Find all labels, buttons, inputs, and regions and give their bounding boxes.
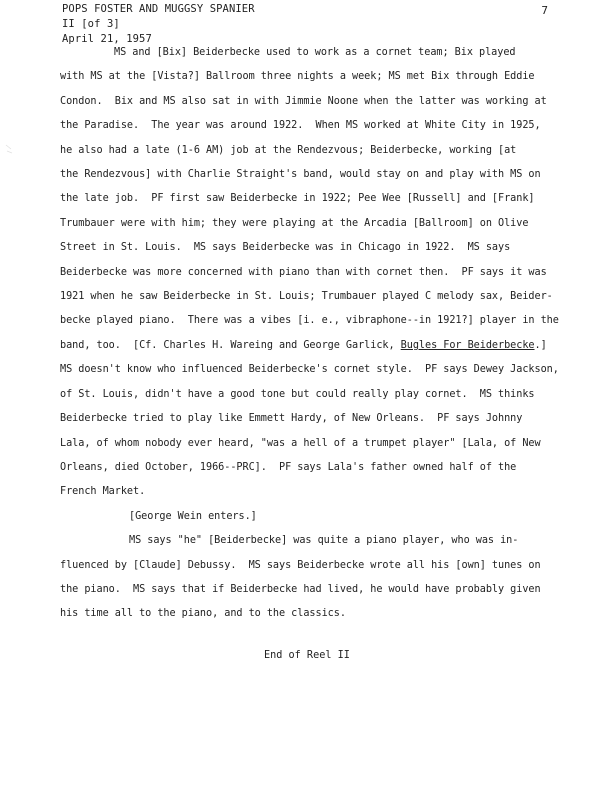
stage-note: [George Wein enters.] [129,510,257,522]
text-line: Beiderbecke tried to play like Emmett Hardy, of New Orleans. PF says Johnny [60,413,523,425]
text-line: MS says "he" [Beiderbecke] was quite a piano player, who was in- [129,535,519,547]
text-line: MS doesn't know who influenced Beiderbecke's cornet style. PF says Dewey Jackson, [60,364,559,376]
text-line: the Paradise. The year was around 1922. When MS worked at White City in 1925, [60,120,541,132]
transcript-body [60,41,570,627]
scan-smudge-mark [4,143,14,155]
text-line: with MS at the [Vista?] Ballroom three nights a week; MS met Bix through Eddie [60,71,535,83]
citation-suffix: .] [534,339,547,351]
text-line: he also had a late (1-6 AM) job at the Rendezvous; Beiderbecke, working [at [60,144,517,156]
book-title: Bugles For Beiderbecke [400,339,535,351]
text-line: his time all to the piano, and to the classics. [60,608,346,620]
page-number: 7 [541,4,548,17]
text-line: Beiderbecke was more concerned with piano than with cornet then. PF says it was [60,266,547,278]
text-line: Condon. Bix and MS also sat in with Jimmie Noone when the latter was working at [60,95,547,107]
text-line: Orleans, died October, 1966--PRC]. PF says Lala's father owned half of the [60,461,517,473]
text-line: 1921 when he saw Beiderbecke in St. Louis; Trumbauer played C melody sax, Beider- [60,291,553,303]
text-line: Street in St. Louis. MS says Beiderbecke was in Chicago in 1922. MS says [60,242,511,254]
text-line: the Rendezvous] with Charlie Straight's band, would stay on and play with MS on [60,169,541,181]
text-line: French Market. [60,486,146,498]
end-of-reel-label: End of Reel II [264,650,350,661]
header-reel: II [of 3] [62,18,120,30]
text-line: Trumbauer were with him; they were playing at the Arcadia [Ballroom] on Olive [60,217,529,229]
text-line: the late job. PF first saw Beiderbecke in 1922; Pee Wee [Russell] and [Frank] [60,193,535,205]
text-line: fluenced by [Claude] Debussy. MS says Beiderbecke wrote all his [own] tunes on [60,559,541,571]
citation-prefix: band, too. [Cf. Charles H. Wareing and George Garlick, [60,339,401,351]
header-date: April 21, 1957 [62,33,152,45]
text-line: becke played piano. There was a vibes [i. e., vibraphone--in 1921?] player in the [60,315,559,327]
citation-line [60,334,570,358]
text-line: the piano. MS says that if Beiderbecke had lived, he would have probably given [60,583,541,595]
text-line: MS and [Bix] Beiderbecke used to work as a cornet team; Bix played [114,47,516,58]
text-line: of St. Louis, didn't have a good tone but could really play cornet. MS thinks [60,388,535,400]
header-title: POPS FOSTER AND MUGGSY SPANIER [62,3,255,15]
text-line: Lala, of whom nobody ever heard, "was a hell of a trumpet player" [Lala, of New [60,437,541,449]
